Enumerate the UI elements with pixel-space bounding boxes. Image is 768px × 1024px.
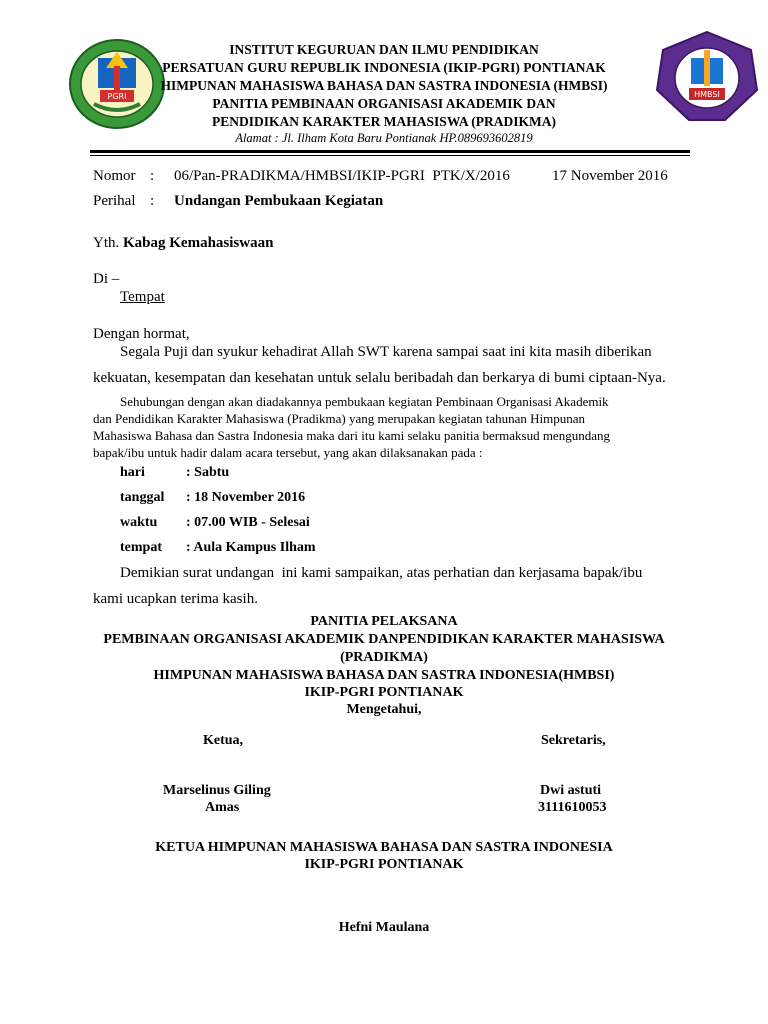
logo-center-text: HMBSI [694,90,720,99]
header-line-5: PENDIDIKAN KARAKTER MAHASISWA (PRADIKMA) [212,114,556,129]
ketua-label: Ketua, [203,733,244,748]
header-line-4: PANITIA PEMBINAAN ORGANISASI AKADEMIK DAN [212,96,556,111]
header-rule-thick [90,150,690,153]
sekretaris-name: Dwi astuti [540,783,602,798]
detail-waktu-label: waktu [120,515,158,530]
para1-line1: Segala Puji dan syukur kehadirat Allah SWT karena sampai saat ini kita masih diberikan [120,344,652,360]
sig-title-6: Mengetahui, [346,702,422,717]
tempat-label: Tempat [120,289,165,305]
closing-line2: kami ucapkan terima kasih. [93,591,258,607]
header-address: Alamat : Jl. Ilham Kota Baru Pontianak HP.089693602819 [235,131,533,145]
ketua-name-line2: Amas [205,800,240,815]
sig-title-1: PANITIA PELAKSANA [310,614,458,629]
sekretaris-nim: 3111610053 [538,800,607,815]
recipient-line [93,235,273,252]
header-line-3: HIMPUNAN MAHASISWA BAHASA DAN SASTRA INDONESIA (HMBSI) [160,78,608,93]
ketua-hmbsi-name: Hefni Maulana [338,920,430,935]
letter-date: 17 November 2016 [552,168,668,184]
para2-line4: bapak/ibu untuk hadir dalam acara tersebut, yang akan dilaksanakan pada : [93,445,483,460]
di-label: Di – [93,271,120,287]
detail-tanggal-label: tanggal [120,490,165,505]
detail-waktu-value: : 07.00 WIB - Selesai [186,515,310,530]
detail-hari-value: : Sabtu [186,465,230,480]
greeting: Dengan hormat, [93,326,190,342]
perihal-label: Perihal [93,193,136,209]
sig-title-2: PEMBINAAN ORGANISASI AKADEMIK DANPENDIDIKAN KARAKTER MAHASISWA [103,632,665,647]
sekretaris-label: Sekretaris, [541,733,606,748]
para2-line2: dan Pendidikan Karakter Mahasiswa (Pradikma) yang merupakan kegiatan tahunan Himpunan [93,411,586,426]
detail-tempat-value: : Aula Kampus Ilham [186,540,316,555]
nomor-value: 06/Pan-PRADIKMA/HMBSI/IKIP-PGRI PTK/X/2016 [174,168,510,184]
ketua-name-line1: Marselinus Giling [163,783,271,798]
nomor-colon: : [150,168,155,184]
ketua-hmbsi-title-1: KETUA HIMPUNAN MAHASISWA BAHASA DAN SASTRA INDONESIA [155,840,613,855]
logo-center-text: PGRI [107,92,127,101]
header-line-1: INSTITUT KEGURUAN DAN ILMU PENDIDIKAN [229,42,539,57]
para1-line2: kekuatan, kesempatan dan kesehatan untuk selalu beribadah dan berkarya di bumi ciptaan-Nya. [93,370,666,386]
detail-hari-label: hari [120,465,145,480]
detail-tanggal-value: : 18 November 2016 [186,490,306,505]
para2-line3: Mahasiswa Bahasa dan Sastra Indonesia maka dari itu kami selaku panitia bermaksud mengundang [93,428,610,443]
sig-title-5: IKIP-PGRI PONTIANAK [304,685,464,700]
nomor-label: Nomor [93,168,136,184]
para2-line1: Sehubungan dengan akan diadakannya pembukaan kegiatan Pembinaan Organisasi Akademik [120,394,609,409]
yth-label: Yth. [93,235,120,251]
ketua-hmbsi-title-2: IKIP-PGRI PONTIANAK [304,857,464,872]
sig-title-3: (PRADIKMA) [340,650,428,665]
perihal-colon: : [150,193,155,209]
header-rule-thin [90,155,690,156]
detail-tempat-label: tempat [120,540,162,555]
header-line-2: PERSATUAN GURU REPUBLIK INDONESIA (IKIP-PGRI) PONTIANAK [162,60,606,75]
recipient-name: Kabag Kemahasiswaan [123,235,274,251]
closing-line1: Demikian surat undangan ini kami sampaikan, atas perhatian dan kerjasama bapak/ibu [120,565,643,581]
perihal-value: Undangan Pembukaan Kegiatan [174,193,384,209]
sig-title-4: HIMPUNAN MAHASISWA BAHASA DAN SASTRA INDONESIA(HMBSI) [153,668,615,683]
